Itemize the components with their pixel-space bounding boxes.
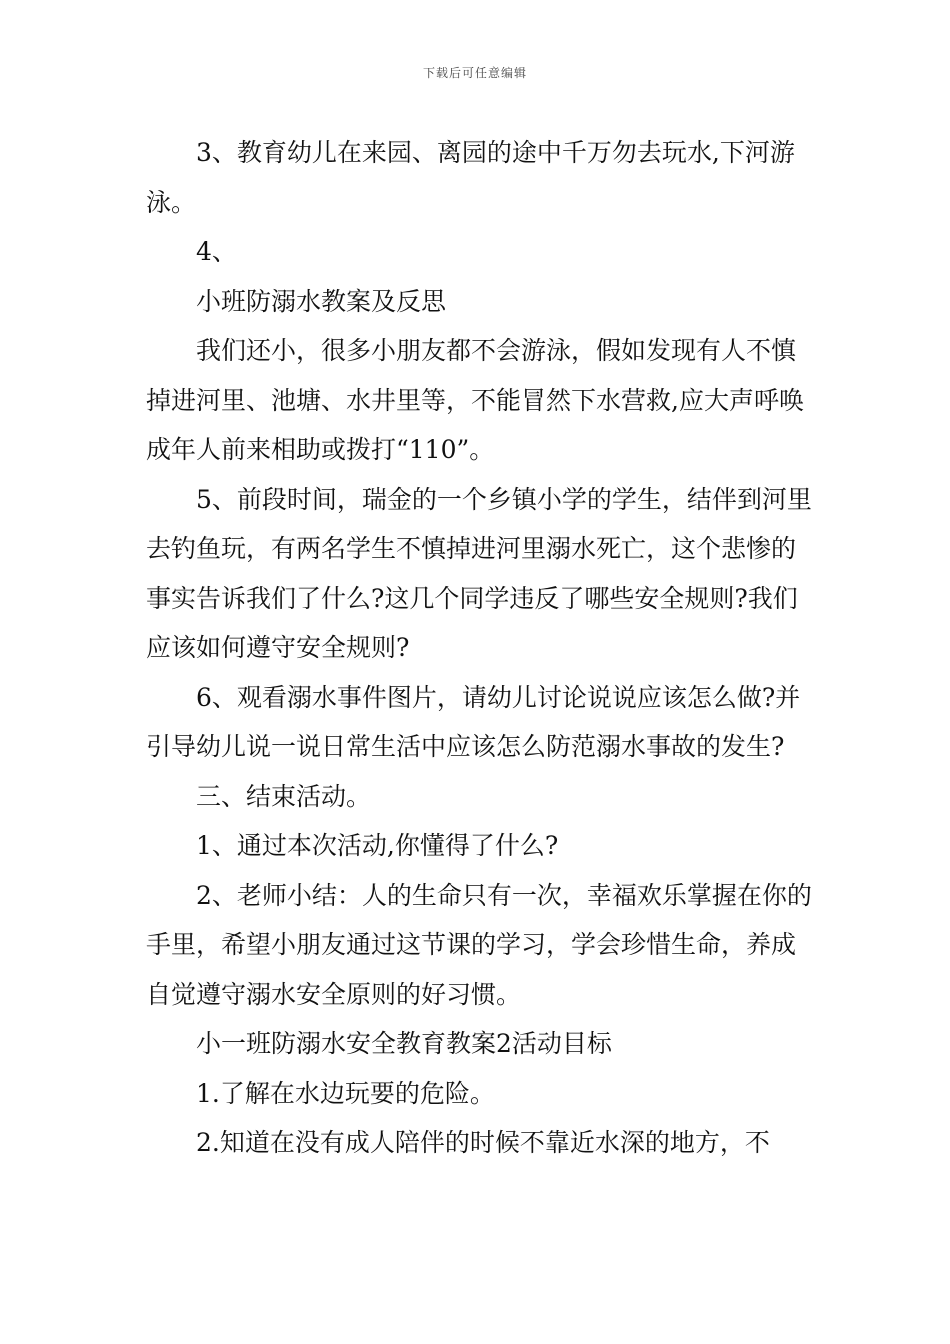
paragraph-3: 小班防溺水教案及反思 (196, 286, 447, 316)
paragraph-12: 2.知道在没有成人陪伴的时候不靠近水深的地方，不 (196, 1128, 770, 1157)
paragraph-6: 6、观看溺水事件图片，请幼儿讨论说说应该怎么做?并引导幼儿说一说日常生活中应该怎么防范溺水事故的发生? (146, 682, 801, 761)
paragraph-5: 5、前段时间，瑞金的一个乡镇小学的学生，结伴到河里去钓鱼玩，有两名学生不慎掉进河里溺水死亡，这个悲惨的事实告诉我们了什么?这几个同学违反了哪些安全规则?我们应该如何遵守安全规则? (146, 484, 812, 662)
paragraph-4: 我们还小，很多小朋友都不会游泳，假如发现有人不慎掉进河里、池塘、水井里等，不能冒然下水营救,应大声呼唤成年人前来相助或拨打“110”。 (146, 336, 804, 464)
document-body (146, 128, 816, 1168)
paragraph-7: 三、结束活动。 (196, 781, 372, 811)
paragraph-2: 4、 (196, 237, 237, 266)
paragraph-9: 2、老师小结：人的生命只有一次，幸福欢乐掌握在你的手里，希望小朋友通过这节课的学习，学会珍惜生命，养成自觉遵守溺水安全原则的好习惯。 (146, 880, 812, 1009)
paragraph-1: 3、教育幼儿在来园、离园的途中千万勿去玩水,下河游泳。 (146, 138, 795, 217)
paragraph-10: 小一班防溺水安全教育教案2活动目标 (196, 1029, 612, 1058)
paragraph-11: 1.了解在水边玩要的危险。 (196, 1078, 495, 1108)
page-header: 下载后可任意编辑 (422, 66, 527, 80)
paragraph-8: 1、通过本次活动,你懂得了什么? (196, 831, 559, 860)
